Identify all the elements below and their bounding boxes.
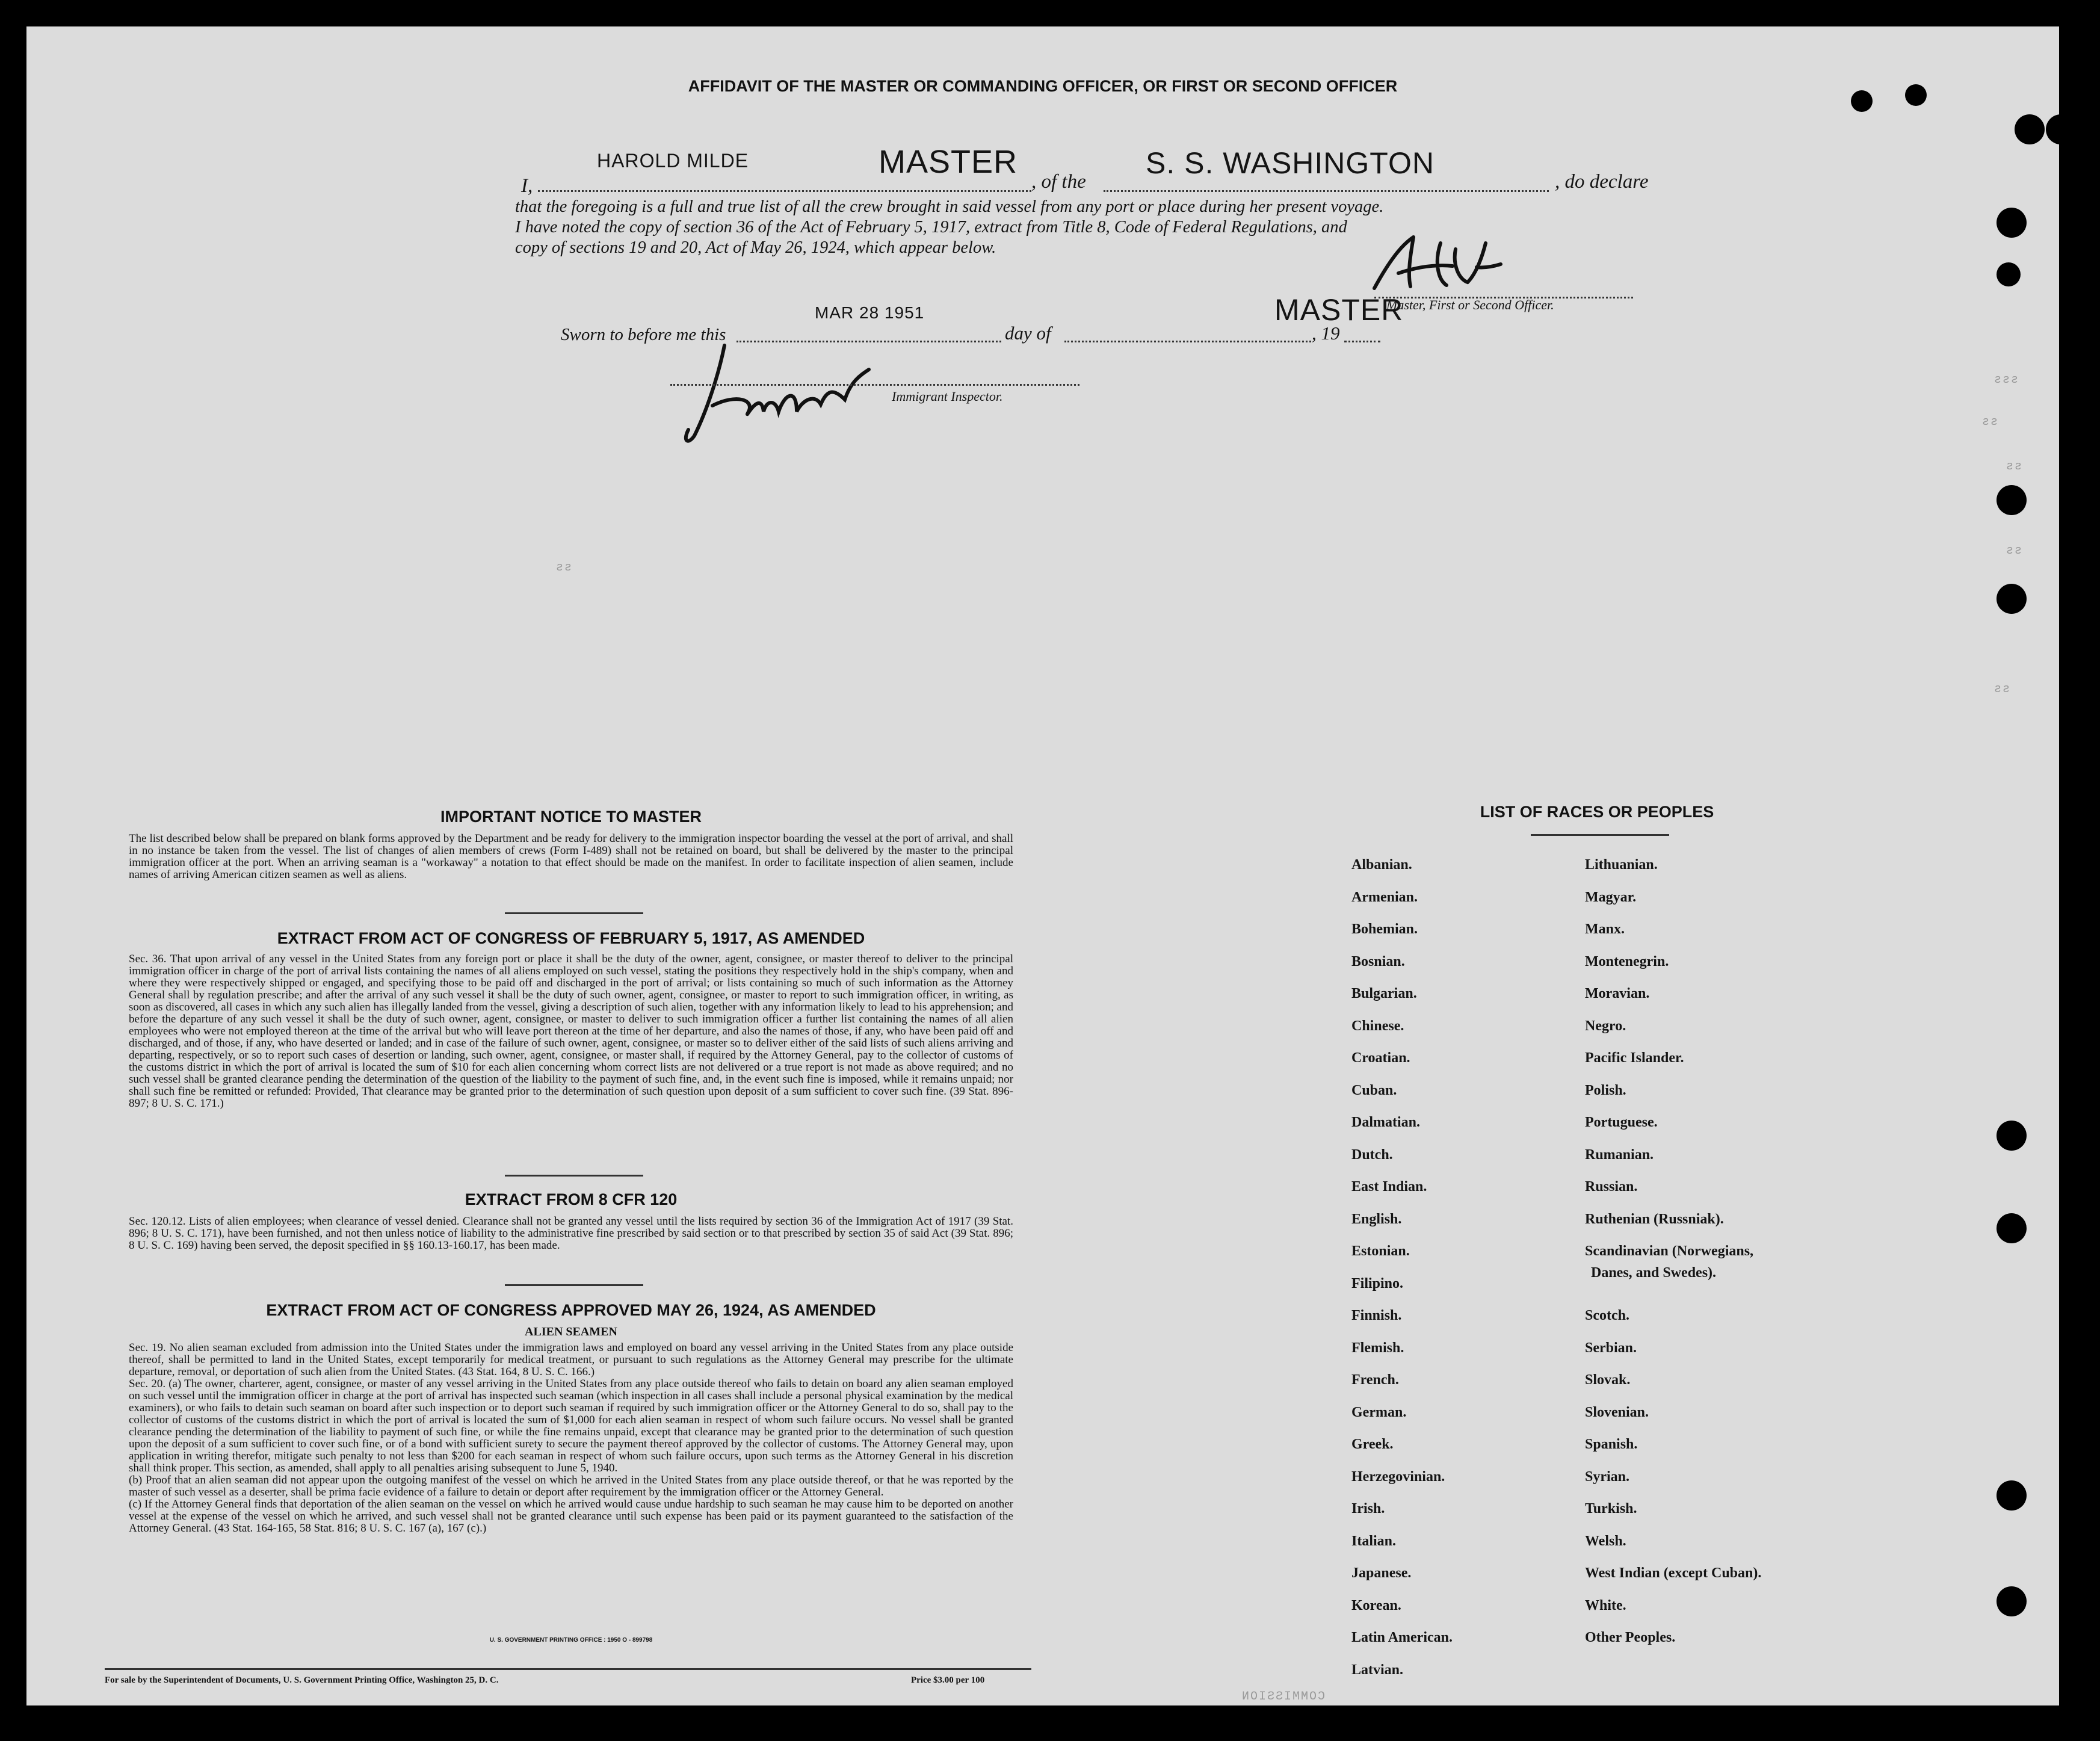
inspector-signature bbox=[652, 333, 881, 448]
race-item: Ruthenian (Russniak). bbox=[1585, 1211, 1724, 1227]
extract-1924-body bbox=[129, 1342, 1013, 1535]
race-item: White. bbox=[1585, 1597, 1626, 1613]
footer-price: Price $3.00 per 100 bbox=[911, 1675, 985, 1685]
section-20c-text: (c) If the Attorney General finds that deportation of the alien seaman on the vessel on which he arrived would cause undue hardship to such seaman he may cause him to be deported on another vessel at the expense of the vessel on which he arrived, and such vessel shall not be granted clearance until such expense has been paid or its payment guaranteed to the satisfaction of the Attorney General. (43 Stat. 164-165, 58 Stat. 816; 8 U. S. C. 167 (a), 167 (c).) bbox=[129, 1498, 1013, 1535]
race-item: Scandinavian (Norwegians, bbox=[1585, 1243, 1754, 1259]
do-declare-label: , do declare bbox=[1555, 171, 1649, 193]
punch-hole bbox=[1905, 84, 1927, 106]
race-item: West Indian (except Cuban). bbox=[1585, 1565, 1762, 1581]
race-item: Negro. bbox=[1585, 1018, 1626, 1034]
punch-hole bbox=[1997, 1213, 2027, 1243]
race-item: Syrian. bbox=[1585, 1468, 1630, 1485]
affidavit-title: AFFIDAVIT OF THE MASTER OR COMMANDING OFFICER, OR FIRST OR SECOND OFFICER bbox=[688, 77, 1398, 95]
race-item: Latin American. bbox=[1351, 1630, 1453, 1645]
race-item: Korean. bbox=[1351, 1597, 1401, 1613]
affidavit-i-label: I, bbox=[521, 175, 533, 197]
punch-hole bbox=[1997, 1480, 2027, 1511]
bleed-through-mark: ƨƨ bbox=[1994, 682, 2012, 696]
year-line bbox=[1344, 341, 1380, 342]
race-item: Montenegrin. bbox=[1585, 953, 1669, 969]
race-item: Italian. bbox=[1351, 1533, 1397, 1549]
race-item: Albanian. bbox=[1351, 857, 1412, 873]
signer-caption: Master, First or Second Officer. bbox=[1386, 297, 1554, 312]
affidavit-body-3: copy of sections 19 and 20, Act of May 26, 1924, which appear below. bbox=[515, 238, 996, 257]
punch-hole bbox=[1997, 1121, 2027, 1151]
race-item: Polish. bbox=[1585, 1082, 1626, 1098]
day-of-label: day of bbox=[1005, 323, 1051, 344]
affidavit-body-1: that the foregoing is a full and true list of all the crew brought in said vessel from any port or place during her present voyage. bbox=[515, 197, 1384, 216]
race-item: Bosnian. bbox=[1351, 953, 1405, 969]
punch-hole bbox=[1851, 90, 1873, 112]
footer-sale-text: For sale by the Superintendent of Documents, U. S. Government Printing Office, Washington 25, D. C. bbox=[105, 1675, 499, 1685]
punch-hole bbox=[1997, 208, 2027, 238]
signer-rank: MASTER bbox=[1274, 293, 1404, 327]
race-item: French. bbox=[1351, 1372, 1399, 1388]
race-item: East Indian. bbox=[1351, 1179, 1427, 1195]
master-signature bbox=[1356, 231, 1507, 297]
notice-text: The list described below shall be prepared on blank forms approved by the Department and be ready for delivery to the immigration inspector boarding the vessel at the port of arrival, and shall in no instance be taken from the vessel. The list of changes of alien members of crews (Form I-489) shall not be retained on board, but shall be delivered by the master to the principal immigration officer at the port. When an arriving seaman is a "workaway" a notation to that effect should be made on the manifest. In order to facilitate inspection of alien seamen, include names of arriving American citizen seamen as well as aliens. bbox=[129, 832, 1013, 881]
section-20a-text: Sec. 20. (a) The owner, charterer, agent, consignee, or master of any vessel arriving in the United States from any place outside thereof who fails to detain on board any alien seaman employed on such vessel until the immigration officer in charge at the port of arrival has inspected such seaman (which inspection in all cases shall include a personal physical examination by the medical examiners), or who fails to detain such seaman on board after such inspection or to deport such seaman if required by such immigration officer or the Attorney General to do so, shall pay to the collector of customs of the customs district in which the port of arrival is located the sum of $1,000 for each alien seaman in respect of whom such failure occurs. No vessel shall be granted clearance pending the determination of the liability to payment of such fine, or while the fine remains unpaid, except that clearance may be granted prior to the determination of such question upon the deposit of a sum sufficient to cover such fine, or of a bond with sufficient surety to secure the payment thereof approved by the collector of customs. The Attorney General may, upon application in writing therefor, mitigate such penalty to not less than $200 for each seaman in respect of whom such failure occurs, upon such terms as the Attorney General in his discretion shall think proper. This section, as amended, shall apply to all penalties arising subsequent to June 5, 1940. bbox=[129, 1378, 1013, 1474]
race-item: Slovenian. bbox=[1585, 1404, 1649, 1420]
printer-line: U. S. GOVERNMENT PRINTING OFFICE : 1950 O - 899798 bbox=[489, 1637, 653, 1644]
extract-8cfr-heading: EXTRACT FROM 8 CFR 120 bbox=[465, 1190, 678, 1208]
notice-heading: IMPORTANT NOTICE TO MASTER bbox=[440, 808, 702, 826]
race-item: Welsh. bbox=[1585, 1533, 1626, 1549]
race-item: Danes, and Swedes). bbox=[1591, 1265, 1717, 1281]
extract-1924-subheading: ALIEN SEAMEN bbox=[525, 1325, 617, 1338]
section-20b-text: (b) Proof that an alien seaman did not appear upon the outgoing manifest of the vessel on which he arrived in the United States from any place outside thereof, or that he was reported by the master of such vessel as a deserter, shall be prima facie evidence of a failure to detain or deport after requirement by the immigration officer or the Attorney General. bbox=[129, 1474, 1013, 1498]
year-prefix: , 19 bbox=[1312, 323, 1340, 344]
race-item: Herzegovinian. bbox=[1351, 1468, 1445, 1485]
vessel-name: S. S. WASHINGTON bbox=[1146, 146, 1434, 180]
race-item: Cuban. bbox=[1351, 1082, 1397, 1098]
affidavit-body-2: I have noted the copy of section 36 of the Act of February 5, 1917, extract from Title 8, Code of Federal Regulations, and bbox=[515, 218, 1347, 237]
section-19-text: Sec. 19. No alien seaman excluded from admission into the United States under the immigration laws and employed on board any vessel arriving in the United States from any place outside thereof, shall be permitted to land in the United States, except temporarily for medical treatment, or pursuant to such regulations as the Attorney General may prescribe for the ultimate departure, removal, or deportation of such alien from the United States. (43 Stat. 164, 8 U. S. C. 166.) bbox=[129, 1341, 1013, 1378]
race-item: Moravian. bbox=[1585, 986, 1650, 1001]
punch-hole bbox=[2015, 114, 2045, 144]
races-column-2 bbox=[1585, 857, 1761, 1662]
divider bbox=[505, 912, 643, 914]
inspector-caption: Immigrant Inspector. bbox=[892, 389, 1003, 404]
of-the-label: , of the bbox=[1031, 171, 1086, 193]
punch-hole bbox=[2046, 114, 2076, 144]
race-item: Lithuanian. bbox=[1585, 857, 1658, 873]
race-item: Flemish. bbox=[1351, 1340, 1404, 1356]
race-item: Chinese. bbox=[1351, 1018, 1404, 1034]
master-name: HAROLD MILDE bbox=[597, 150, 749, 172]
race-item: Magyar. bbox=[1585, 889, 1637, 905]
race-item: Other Peoples. bbox=[1585, 1630, 1676, 1645]
race-item: Japanese. bbox=[1351, 1565, 1412, 1581]
extract-1917-heading: EXTRACT FROM ACT OF CONGRESS OF FEBRUARY 5, 1917, AS AMENDED bbox=[277, 929, 865, 947]
bleed-through-mark: ƨƨ bbox=[2006, 460, 2024, 474]
bleed-through-mark: ƨƨ bbox=[2006, 544, 2024, 558]
race-item: Rumanian. bbox=[1585, 1146, 1654, 1163]
race-item: Dutch. bbox=[1351, 1146, 1393, 1163]
race-item: Russian. bbox=[1585, 1179, 1638, 1195]
punch-hole bbox=[1997, 1586, 2027, 1616]
extract-1924-heading: EXTRACT FROM ACT OF CONGRESS APPROVED MAY 26, 1924, AS AMENDED bbox=[266, 1301, 876, 1319]
race-item: Estonian. bbox=[1351, 1243, 1410, 1259]
race-item: German. bbox=[1351, 1404, 1407, 1420]
race-item: Bulgarian. bbox=[1351, 986, 1417, 1001]
punch-hole bbox=[1997, 584, 2027, 614]
punch-hole bbox=[1997, 485, 2027, 515]
races-heading: LIST OF RACES OR PEOPLES bbox=[1480, 803, 1714, 821]
race-item: Dalmatian. bbox=[1351, 1115, 1420, 1130]
inspector-line bbox=[670, 384, 1079, 386]
race-item: Pacific Islander. bbox=[1585, 1050, 1684, 1066]
race-item: English. bbox=[1351, 1211, 1402, 1227]
race-item: Spanish. bbox=[1585, 1436, 1638, 1452]
race-item: Finnish. bbox=[1351, 1308, 1402, 1323]
race-item: Serbian. bbox=[1585, 1340, 1637, 1356]
footer-rule bbox=[105, 1668, 1031, 1670]
race-item: Armenian. bbox=[1351, 889, 1418, 905]
sworn-date: MAR 28 1951 bbox=[815, 303, 925, 322]
extract-8cfr-text: Sec. 120.12. Lists of alien employees; when clearance of vessel denied. Clearance shall not be granted any vessel until the lists required by section 36 of the Immigration Act of 1917 (39 Stat. 896; 8 U. S. C. 171), have been furnished, and not then unless notice of liability to the administrative fine prescribed by said section or to that prescribed by section 35 of said Act (39 Stat. 896; 8 U. S. C. 169) having been served, the deposit specified in §§ 160.13-160.17, has been made. bbox=[129, 1215, 1013, 1252]
day-of-line bbox=[1064, 341, 1311, 342]
race-item: Filipino. bbox=[1351, 1275, 1404, 1291]
sworn-label: Sworn to before me this bbox=[561, 325, 726, 344]
race-item: Scotch. bbox=[1585, 1308, 1629, 1323]
name-line bbox=[538, 190, 1031, 192]
race-item: Irish. bbox=[1351, 1501, 1385, 1517]
race-item: Manx. bbox=[1585, 921, 1625, 937]
document-page bbox=[26, 26, 2059, 1705]
extract-1917-text: Sec. 36. That upon arrival of any vessel in the United States from any foreign port or place it shall be the duty of the owner, agent, consignee, or master thereof to deliver to the principal immigration officer in charge of the port of arrival lists containing the names of all aliens employed on such vessel, stating the positions they respectively hold in the ship's company, when and where they were respectively shipped or engaged, and specifying those to be paid off and discharged in the port of arrival; or lists containing so much of such information as the Attorney General shall by regulation prescribe; and after the arrival of any such vessel it shall be the duty of such owner, agent, consignee, or master to report to such immigration officer, in writing, as soon as discovered, all cases in which any such alien has illegally landed from the vessel, giving a description of such alien, together with any information likely to lead to his apprehension; and before the departure of any such vessel it shall be the duty of such owner, agent, consignee, or master to deliver to such immigration officer a further list containing the names of all alien employees who were not employed thereon at the time of the arrival but who will leave port thereon at the time of her departure, and also the names of those, if any, who have been paid off and discharged, and of those, if any, who have deserted or landed; and in case of the failure of such owner, agent, consignee, or master so to deliver either of the said lists of such aliens arriving and departing, respectively, or so to report such cases of desertion or landing, such owner, agent, consignee, or master shall, if required by the Attorney General, pay to the collector of customs of the customs district in which the port of arrival is located the sum of $10 for each alien concerning whom correct lists are not delivered or a true report is not made as above required; and no such vessel shall be granted clearance pending the determination of the question of the liability to the payment of such fine, and, in the event such fine is imposed, while it remains unpaid; nor shall such fine be remitted or refunded: Provided, That clearance may be granted prior to the determination of such question upon deposit of a sum sufficient to cover such fine. (39 Stat. 896-897; 8 U. S. C. 171.) bbox=[129, 953, 1013, 1110]
vessel-line bbox=[1104, 190, 1549, 192]
race-item: Croatian. bbox=[1351, 1050, 1410, 1066]
divider bbox=[505, 1175, 643, 1177]
race-item: Bohemian. bbox=[1351, 921, 1418, 937]
divider bbox=[1531, 834, 1669, 836]
punch-hole bbox=[1997, 262, 2021, 286]
bleed-through-mark: ƨƨƨ bbox=[1994, 373, 2020, 387]
master-rank: MASTER bbox=[879, 144, 1018, 180]
race-item: Greek. bbox=[1351, 1436, 1394, 1452]
bleed-through-mark: ƨƨ bbox=[1982, 415, 2000, 429]
bleed-through-mark: ИОIƧƧIMMOƆ bbox=[1242, 1690, 1327, 1704]
race-item: Portuguese. bbox=[1585, 1115, 1658, 1130]
race-item: Latvian. bbox=[1351, 1662, 1404, 1678]
bleed-through-mark: ƨƨ bbox=[556, 561, 573, 575]
race-item: Slovak. bbox=[1585, 1372, 1631, 1388]
race-item: Turkish. bbox=[1585, 1501, 1637, 1517]
divider bbox=[505, 1284, 643, 1286]
races-column-1 bbox=[1351, 857, 1453, 1694]
